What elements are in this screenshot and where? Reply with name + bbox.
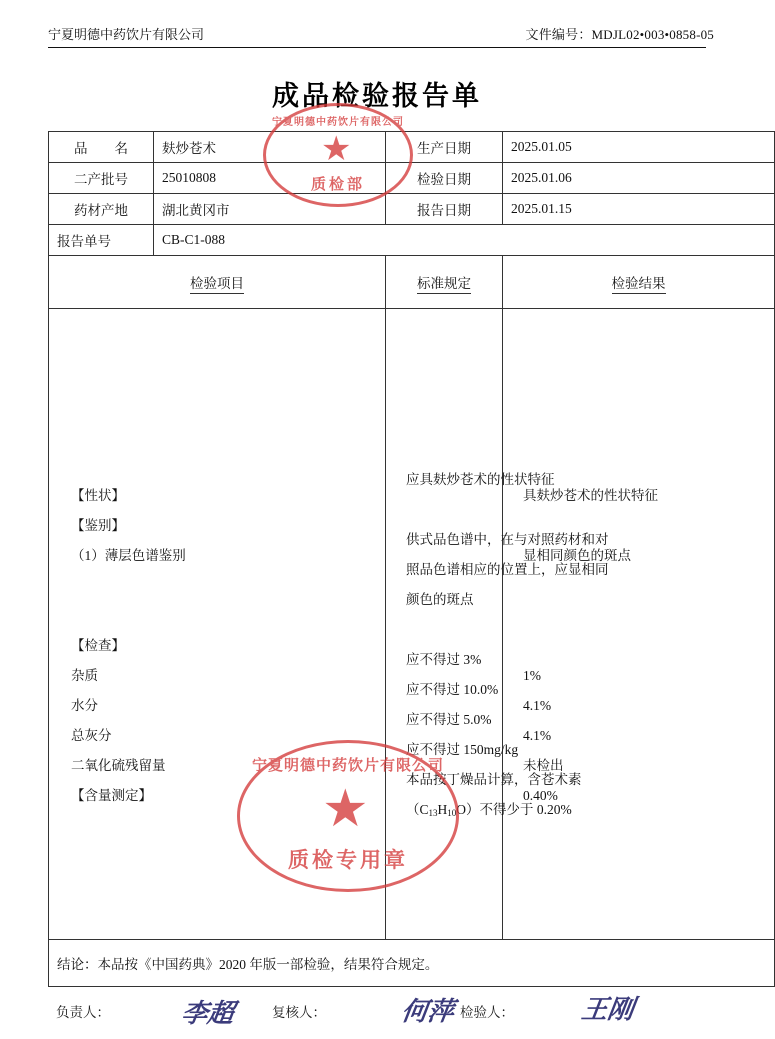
- standard-line: 供式品色谱中，在与对照药材和对: [406, 531, 609, 547]
- signature-label-reviewer: 复核人：: [272, 1005, 326, 1020]
- cell-projects: [49, 309, 386, 940]
- standard-line: 照品色谱相应的位置上，应显相同: [406, 561, 609, 577]
- field-value-report-no: CB-C1-088: [154, 225, 775, 256]
- document-header: [48, 22, 714, 48]
- project-line: 杂质: [71, 668, 98, 683]
- result-line: 具麸炒苍术的性状特征: [523, 488, 658, 503]
- column-header-standard-label: 标准规定: [417, 276, 471, 294]
- signature-handwriting-reviewer: 何萍: [399, 997, 456, 1026]
- standard-line: 颜色的斑点: [406, 591, 474, 607]
- column-header-standard: [386, 256, 503, 309]
- standard-line: 应不得过 3%: [406, 651, 482, 667]
- seal-dept-text-top: 质检部: [310, 177, 365, 193]
- column-header-project-label: 检验项目: [190, 276, 244, 294]
- header-divider: [48, 47, 706, 48]
- field-label-report-date: 报告日期: [386, 194, 503, 225]
- table-row: [49, 163, 775, 194]
- field-value-report-date: 2025.01.15: [503, 194, 775, 225]
- signature-handwriting-responsible: 李超: [179, 999, 236, 1028]
- seal-arc-text-top: 宁夏明德中药饮片有限公司: [272, 117, 404, 128]
- column-header-result: [503, 256, 775, 309]
- field-label-batch-no: 二产批号: [49, 163, 154, 194]
- field-value-batch-no: 25010808: [154, 163, 386, 194]
- standard-line: 应具麸炒苍术的性状特征: [406, 471, 555, 487]
- field-value-product-name: 麸炒苍术: [154, 132, 386, 163]
- project-line: 总灰分: [71, 728, 112, 743]
- table-row: [49, 132, 775, 163]
- result-line: 未检出: [523, 758, 564, 773]
- page-title: 成品检验报告单: [272, 81, 482, 111]
- table-body-row: [49, 309, 775, 940]
- standard-line: 应不得过 5.0%: [406, 711, 492, 727]
- field-value-production-date: 2025.01.05: [503, 132, 775, 163]
- result-line: 1%: [523, 668, 541, 683]
- result-line: 4.1%: [523, 728, 552, 743]
- column-header-project: [49, 256, 386, 309]
- field-label-production-date: 生产日期: [386, 132, 503, 163]
- field-value-inspection-date: 2025.01.06: [503, 163, 775, 194]
- signature-area: [48, 987, 706, 1039]
- signature-handwriting-inspector: 王刚: [579, 995, 636, 1024]
- standard-line: 本品按丁燥品计算，含苍术素: [406, 771, 582, 787]
- project-line: 【鉴别】: [71, 518, 125, 533]
- field-label-product-name: 品 名: [49, 132, 154, 163]
- result-line: 0.40%: [523, 788, 558, 803]
- seal-star-icon: ★: [321, 131, 352, 168]
- signature-label-inspector: 检验人：: [460, 1005, 514, 1020]
- table-row: [49, 194, 775, 225]
- project-line: （1）薄层色谱鉴别: [71, 548, 186, 563]
- cell-results: [503, 309, 775, 940]
- standard-line: 应不得过 10.0%: [406, 681, 499, 697]
- field-label-origin: 药材产地: [49, 194, 154, 225]
- field-value-origin: 湖北黄冈市: [154, 194, 386, 225]
- conclusion-text: 结论：本品按《中国药典》2020 年版一部检验，结果符合规定。: [49, 940, 775, 987]
- project-line: 【性状】: [71, 488, 125, 503]
- table-row: [49, 225, 775, 256]
- project-line: 【含量测定】: [71, 788, 152, 803]
- seal-star-icon: ★: [322, 781, 369, 838]
- project-line: 水分: [71, 698, 98, 713]
- seal-arc-text-bottom: 宁夏明德中药饮片有限公司: [251, 758, 444, 774]
- project-line: 二氧化硫残留量: [71, 758, 166, 773]
- company-name: 宁夏明德中药饮片有限公司: [48, 27, 205, 42]
- report-table: [48, 131, 775, 987]
- standard-line-formula: $(C_{13}H_{10}O)$不得少于 0.20%: [406, 801, 572, 818]
- report-sheet: [48, 22, 714, 1028]
- projects-list: [57, 437, 377, 811]
- seal-dept-text-bottom: 质检专用章: [288, 848, 408, 872]
- table-column-headers: [49, 256, 775, 309]
- column-header-result-label: 检验结果: [612, 276, 666, 294]
- field-label-inspection-date: 检验日期: [386, 163, 503, 194]
- conclusion-row: [49, 940, 775, 987]
- signature-label-responsible: 负责人：: [56, 1005, 110, 1020]
- field-label-report-no: 报告单号: [49, 225, 154, 256]
- standard-line: 应不得过 150mg/kg: [406, 741, 519, 757]
- result-line: 4.1%: [523, 698, 552, 713]
- result-line: 显相同颜色的斑点: [523, 548, 631, 563]
- project-line: 【检查】: [71, 638, 125, 653]
- results-list: [511, 437, 766, 811]
- document-number: 文件编号：MDJL02•003•0858-05: [525, 27, 714, 42]
